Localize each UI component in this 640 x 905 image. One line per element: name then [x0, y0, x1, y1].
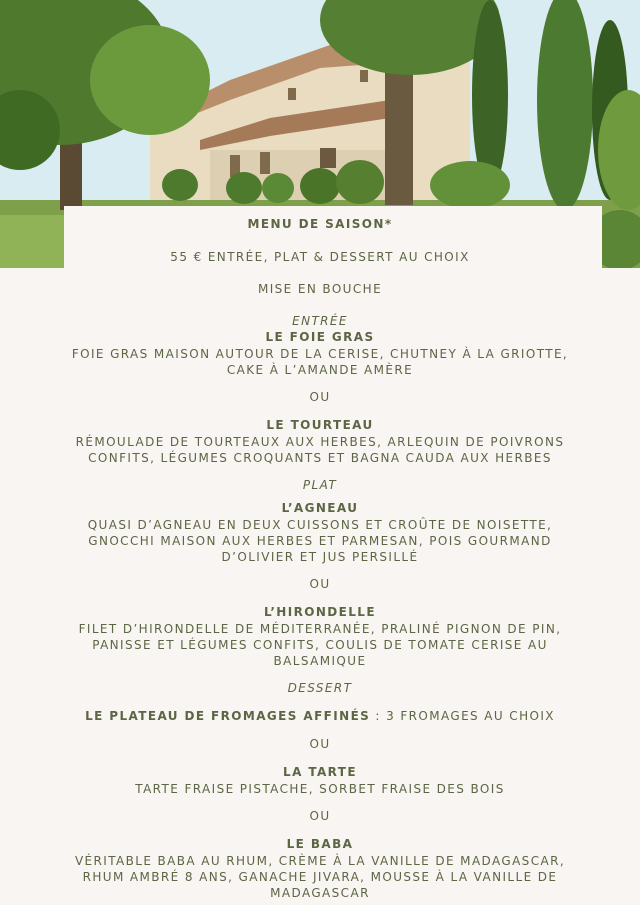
dish-desc-cheese: : 3 FROMAGES AU CHOIX — [370, 709, 555, 723]
dish-name-cheese: LE PLATEAU DE FROMAGES AFFINÉS — [85, 709, 371, 723]
dish-desc-hirondelle-3: BALSAMIQUE — [273, 654, 367, 668]
dish-desc-hirondelle-2: PANISSE ET LÉGUMES CONFITS, COULIS DE TOMATE CERISE AU — [92, 638, 548, 652]
amuse-bouche: MISE EN BOUCHE — [257, 282, 383, 296]
dish-cheese — [0, 709, 640, 723]
dish-name-baba: LE BABA — [286, 837, 354, 851]
dish-desc-tarte-1: TARTE FRAISE PISTACHE, SORBET FRAISE DES BOIS — [135, 782, 505, 796]
dish-desc-baba-2: RHUM AMBRÉ 8 ANS, GANACHE JIVARA, MOUSSE À LA VANILLE DE — [82, 870, 558, 884]
dish-desc-agneau-3: D’OLIVIER ET JUS PERSILLÉ — [221, 550, 419, 564]
dish-name-hirondelle: L’HIRONDELLE — [264, 605, 376, 619]
dish-desc-agneau-2: GNOCCHI MAISON AUX HERBES ET PARMESAN, POIS GOURMAND — [88, 534, 552, 548]
section-heading-dessert: DESSERT — [287, 681, 353, 695]
dish-name-tarte: LA TARTE — [283, 765, 357, 779]
dish-name-foie-gras: LE FOIE GRAS — [265, 330, 375, 344]
dish-desc-foie-gras-2: CAKE À L’AMANDE AMÈRE — [226, 363, 414, 377]
dish-desc-foie-gras-1: FOIE GRAS MAISON AUTOUR DE LA CERISE, CHUTNEY À LA GRIOTTE, — [71, 347, 569, 361]
section-heading-entree: ENTRÉE — [292, 314, 348, 328]
dish-desc-tourteau-1: RÉMOULADE DE TOURTEAUX AUX HERBES, ARLEQUIN DE POIVRONS — [75, 435, 565, 449]
dish-desc-agneau-1: QUASI D’AGNEAU EN DEUX CUISSONS ET CROÛTE DE NOISETTE, — [87, 518, 553, 532]
dish-desc-hirondelle-1: FILET D’HIRONDELLE DE MÉDITERRANÉE, PRALINÉ PIGNON DE PIN, — [78, 622, 562, 636]
or-separator: OU — [309, 809, 331, 823]
dish-desc-tourteau-2: CONFITS, LÉGUMES CROQUANTS ET BAGNA CAUDA AUX HERBES — [88, 451, 552, 465]
dish-name-tourteau: LE TOURTEAU — [266, 418, 374, 432]
or-separator: OU — [309, 390, 331, 404]
or-separator: OU — [309, 737, 331, 751]
section-heading-plat: PLAT — [302, 478, 338, 492]
price-line: 55 € ENTRÉE, PLAT & DESSERT AU CHOIX — [170, 250, 470, 264]
dish-desc-baba-1: VÉRITABLE BABA AU RHUM, CRÈME À LA VANILLE DE MADAGASCAR, — [74, 854, 566, 868]
dish-desc-baba-3: MADAGASCAR — [270, 886, 370, 900]
dish-name-agneau: L’AGNEAU — [281, 501, 359, 515]
menu-title: MENU DE SAISON* — [247, 217, 393, 231]
or-separator: OU — [309, 577, 331, 591]
